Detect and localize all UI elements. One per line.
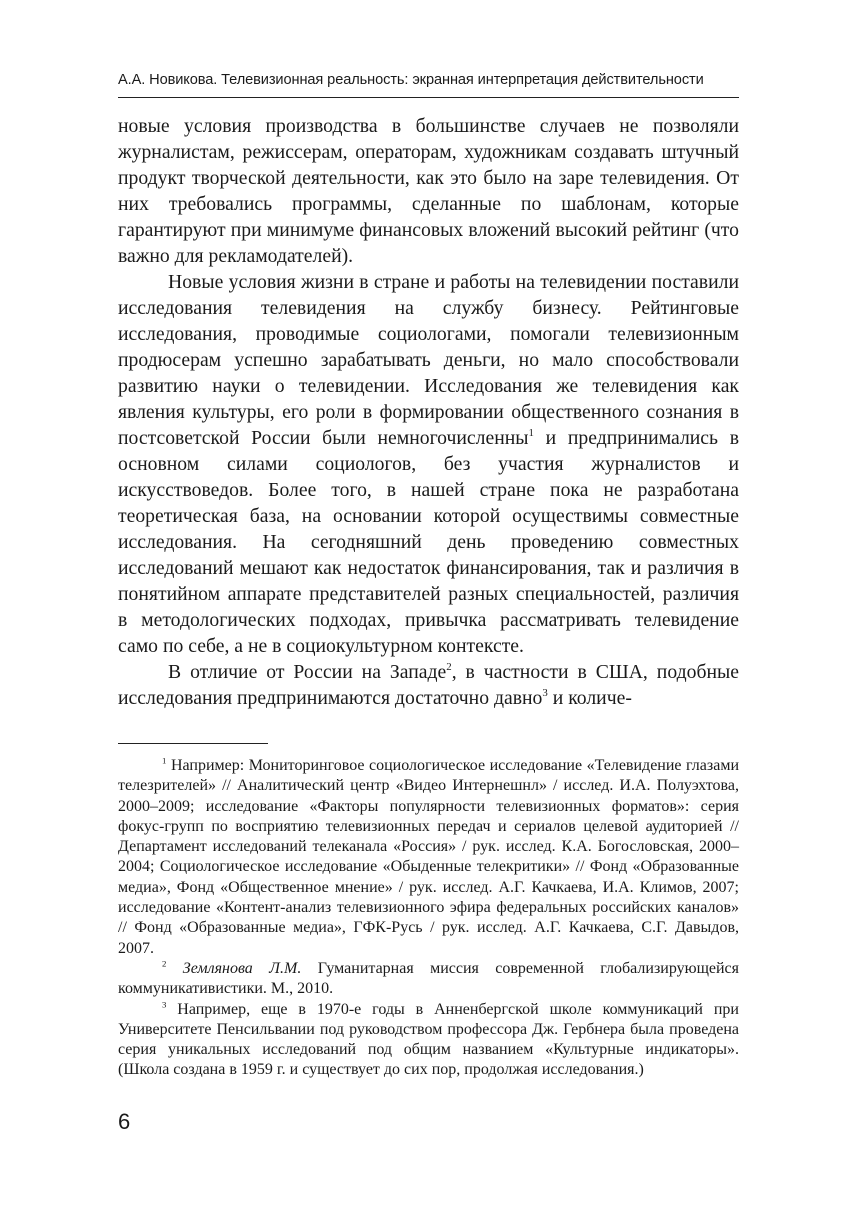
footnote-1 — [118, 756, 739, 959]
paragraph-2 — [118, 269, 739, 659]
header-rule — [118, 97, 739, 98]
paragraph-2-text-a: Новые условия жизни в стране и работы на телевидении поставили исследования телевидения на службу бизнесу. Рейтинговые исследования, проводимые социологами, помогали телевизионным продюсерам успешно зарабатывать деньги, но мало способствовали развитию науки о телевидении. Исследования же телевидения как явления культуры, его роли в формировании общественного сознания в постсоветской России были немногочисленны — [118, 271, 739, 449]
paragraph-2-text-b: и предпринимались в основном силами социологов, без участия журналистов и искусствоведов. Более того, в нашей стране пока не разработана теоретическая база, на основании которой осуществимы совместные исследования. На сегодняшний день проведению совместных исследований мешают как недостаток финансирования, так и различия в понятийном аппарате представителей разных специальностей, различия в методологических подходах, привычка рассматривать телевидение само по себе, а не в социокультурном контексте. — [118, 427, 739, 657]
footnote-rule — [118, 743, 268, 744]
footnotes — [118, 756, 739, 1081]
running-head: А.А. Новикова. Телевизионная реальность: экранная интерпретация действительности — [118, 72, 704, 88]
book-page — [118, 0, 739, 1211]
paragraph-1-text: новые условия производства в большинстве случаев не позволяли журналистам, режиссерам, операторам, художникам создавать штучный продукт творческой деятельности, как это было на заре телевидения. От них требовались программы, сделанные по шаблонам, которые гарантируют при минимуме финансовых вложений высокий рейтинг (что важно для рекламодателей). — [118, 115, 739, 267]
paragraph-3-text-b: , в частности в США, подобные исследования предпринимаются достаточно давно — [118, 661, 739, 709]
main-text — [118, 113, 739, 711]
footnote-3-mark: 3 — [162, 998, 167, 1009]
paragraph-3-text-a: В отличие от России на Западе — [168, 661, 447, 683]
page-number: 6 — [118, 1109, 131, 1134]
paragraph-3 — [118, 659, 739, 711]
footnote-ref-1[interactable]: 1 — [528, 426, 534, 439]
paragraph-3-text-c: и количе- — [547, 687, 632, 709]
footnote-3 — [118, 1000, 739, 1081]
footnote-ref-3[interactable]: 3 — [542, 686, 548, 699]
footnote-2-mark: 2 — [162, 958, 167, 969]
footnote-ref-2[interactable]: 2 — [446, 660, 452, 673]
footnote-2-text: Гуманитарная миссия современной глобализирующейся коммуникативистики. М., 2010. — [118, 959, 740, 998]
footnote-2 — [118, 959, 739, 1000]
footnote-2-author: Землянова Л.М. — [182, 959, 302, 977]
footnote-3-text: Например, еще в 1970-е годы в Анненбергской школе коммуникаций при Университете Пенсильвании под руководством профессора Дж. Гербнера была проведена серия уникальных исследований под общим названием «Культурные индикаторы». (Школа создана в 1959 г. и существует до сих пор, продолжая исследования.) — [118, 1000, 739, 1079]
paragraph-1 — [118, 113, 739, 269]
footnote-1-text: Например: Мониторинговое социологическое исследование «Телевидение глазами телезрителей» // Аналитический центр «Видео Интернешнл» / исслед. И.А. Полуэхтова, 2000–2009; исследование «Факторы популярности телевизионных форматов»: серия фокус-групп по восприятию телевизионных передач и сериалов целевой аудиторией // Департамент исследований телеканала «Россия» / рук. исслед. К.А. Богословская, 2000–2004; Социологическое исследование «Обыденные телекритики» // Фонд «Образованные медиа», Фонд «Общественное мнение» / рук. исслед. А.Г. Качкаева, И.А. Климов, 2007; исследование «Контент-анализ телевизионного эфира федеральных российских каналов» // Фонд «Образованные медиа», ГФК-Русь / рук. исслед. А.Г. Качкаева, С.Г. Давыдов, 2007. — [118, 757, 739, 957]
footnote-1-mark: 1 — [162, 755, 167, 766]
